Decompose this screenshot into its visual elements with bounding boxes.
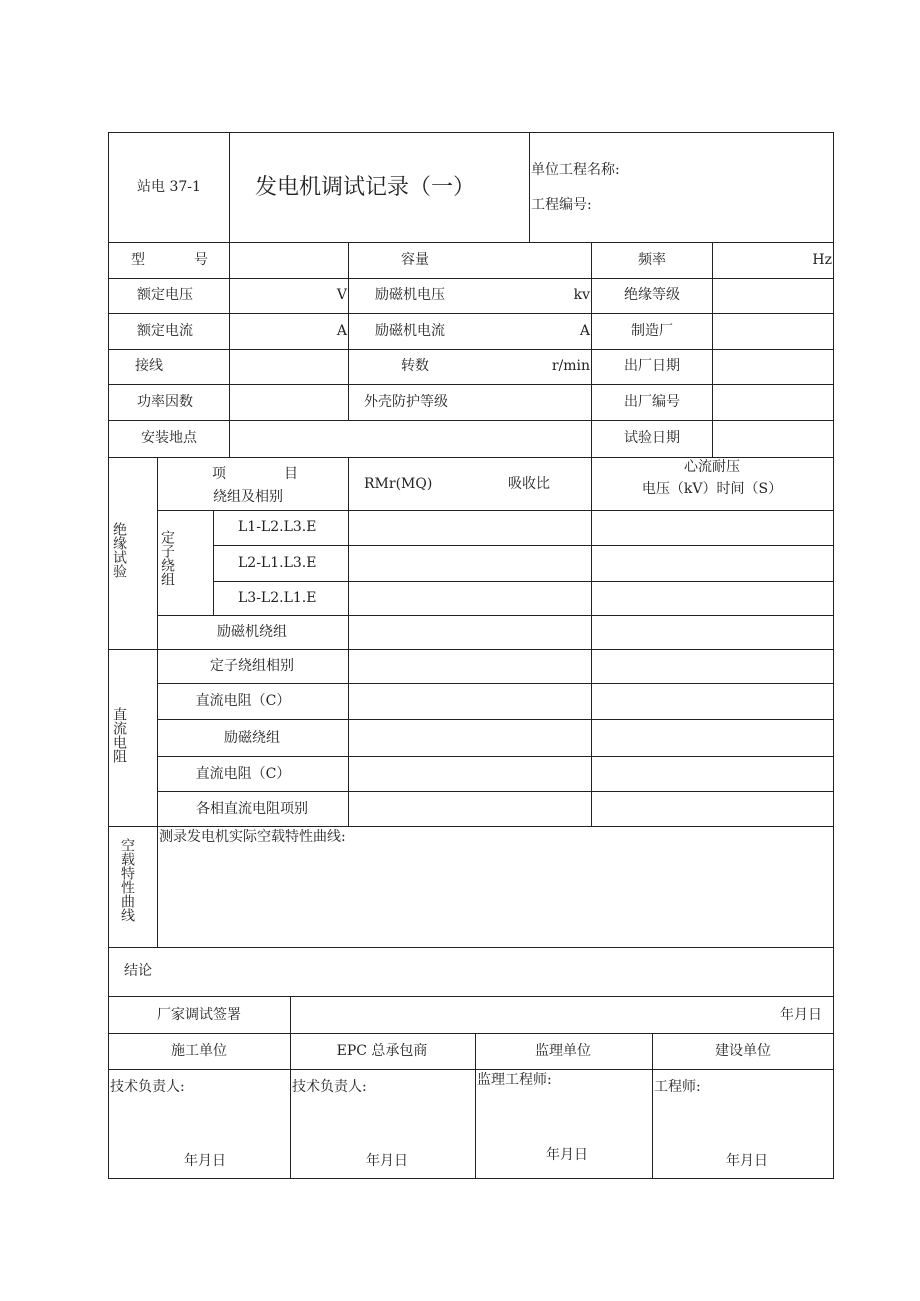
dc-row-exciter-winding: 励磁绕组: [224, 730, 280, 746]
frequency-label: 频率: [638, 252, 666, 268]
unit-project-name-label: 单位工程名称:: [531, 162, 620, 178]
col-line: [712, 242, 713, 457]
sig-role-supervision: 监理工程师:: [477, 1072, 552, 1088]
rated-voltage-unit: V: [336, 287, 347, 303]
no-load-description: 测录发电机实际空载特性曲线:: [159, 829, 346, 845]
install-location-label: 安装地点: [141, 430, 197, 446]
frequency-unit: Hz: [812, 252, 832, 268]
exciter-winding-label: 励磁机绕组: [217, 624, 287, 640]
sig-role-owner: 工程师:: [654, 1079, 701, 1095]
model-label-b: 号: [194, 252, 208, 268]
col-line: [348, 242, 349, 420]
item-label-b: 目: [284, 466, 298, 482]
insulation-class-label: 绝缘等级: [624, 287, 680, 303]
enclosure-protection-label: 外壳防护等级: [364, 394, 448, 410]
col-line: [591, 242, 592, 457]
form-border-right: [833, 132, 834, 1179]
sig-date-owner: 年月日: [726, 1153, 768, 1169]
sig-header-owner: 建设单位: [715, 1043, 771, 1059]
model-label-a: 型: [131, 252, 145, 268]
withstand-header: 心流耐压: [684, 459, 740, 475]
wiring-label: 接线: [135, 358, 163, 374]
stator-row-l2: L2-L1.L3.E: [238, 555, 317, 571]
col-line: [475, 1033, 476, 1179]
winding-phase-label: 绕组及相别: [213, 489, 283, 505]
form-border-top: [108, 132, 834, 133]
exciter-current-unit: A: [579, 323, 590, 339]
sig-date-construction: 年月日: [184, 1153, 226, 1169]
withstand-subheader: 电压（kV）时间（S）: [641, 481, 783, 497]
col-line: [652, 1033, 653, 1179]
row-line: [108, 1069, 834, 1070]
dc-row-resistance-1: 直流电阻（C）: [195, 693, 291, 709]
row-line: [108, 278, 834, 279]
row-line: [157, 756, 834, 757]
sig-role-construction: 技术负责人:: [110, 1079, 185, 1095]
rmr-header: RMr(MQ): [364, 476, 433, 492]
stator-winding-label: 定子绕组: [159, 530, 175, 586]
test-date-label: 试验日期: [624, 430, 680, 446]
no-load-section-label: 空载特性曲线: [119, 838, 135, 922]
conclusion-label: 结论: [124, 963, 152, 979]
exciter-current-label: 励磁机电流: [375, 323, 445, 339]
row-line: [157, 719, 834, 720]
row-line: [157, 510, 834, 511]
row-line: [108, 649, 834, 650]
manufacturer-label: 制造厂: [631, 323, 673, 339]
manufacturer-sign-label: 厂家调试签署: [157, 1007, 241, 1023]
row-line: [108, 420, 834, 421]
serial-number-label: 出厂编号: [624, 394, 680, 410]
form-border-left: [108, 132, 109, 1179]
speed-unit: r/min: [551, 358, 590, 374]
row-line: [108, 947, 834, 948]
col-line: [348, 457, 349, 826]
item-label-a: 项: [212, 466, 226, 482]
form-border-bottom: [108, 1178, 834, 1179]
insulation-section-label: 绝缘试验: [111, 522, 127, 578]
dc-resistance-section-label: 直流电阻: [111, 707, 127, 763]
exciter-voltage-unit: kv: [573, 287, 590, 303]
row-line: [213, 581, 834, 582]
row-line: [108, 457, 834, 458]
col-line: [229, 132, 230, 457]
row-line: [108, 384, 834, 385]
page-title: 发电机调试记录（一）: [255, 175, 476, 200]
sig-date-epc: 年月日: [366, 1153, 408, 1169]
sig-header-construction: 施工单位: [171, 1043, 227, 1059]
dc-row-stator-phase: 定子绕组相别: [210, 658, 294, 674]
absorption-ratio-header: 吸收比: [508, 476, 550, 492]
dc-row-phase-difference: 各相直流电阻项别: [196, 801, 308, 817]
stator-row-l3: L3-L2.L1.E: [238, 590, 317, 606]
col-line: [290, 996, 291, 1179]
capacity-label: 容量: [401, 252, 429, 268]
row-line: [157, 791, 834, 792]
col-line: [591, 457, 592, 826]
project-number-label: 工程编号:: [531, 197, 592, 213]
row-line: [108, 349, 834, 350]
dc-row-resistance-2: 直流电阻（C）: [195, 766, 291, 782]
rated-voltage-label: 额定电压: [137, 287, 193, 303]
sig-role-epc: 技术负责人:: [292, 1079, 367, 1095]
col-line: [157, 457, 158, 947]
speed-label: 转数: [401, 358, 429, 374]
rated-current-label: 额定电流: [137, 323, 193, 339]
row-line: [108, 242, 834, 243]
exciter-voltage-label: 励磁机电压: [375, 287, 445, 303]
sig-date-supervision: 年月日: [546, 1147, 588, 1163]
row-line: [157, 615, 834, 616]
manufacture-date-label: 出厂日期: [624, 358, 680, 374]
sig-header-epc: EPC 总承包商: [336, 1043, 428, 1059]
row-line: [108, 1033, 834, 1034]
col-line: [213, 510, 214, 615]
stator-row-l1: L1-L2.L3.E: [238, 519, 317, 535]
row-line: [157, 683, 834, 684]
row-line: [108, 826, 834, 827]
sig-header-supervision: 监理单位: [535, 1043, 591, 1059]
manufacturer-sign-date: 年月日: [780, 1007, 822, 1023]
row-line: [108, 313, 834, 314]
col-line: [529, 132, 530, 242]
row-line: [108, 996, 834, 997]
row-line: [213, 545, 834, 546]
rated-current-unit: A: [336, 323, 347, 339]
power-factor-label: 功率因数: [137, 394, 193, 410]
station-code: 站电 37-1: [137, 179, 201, 195]
